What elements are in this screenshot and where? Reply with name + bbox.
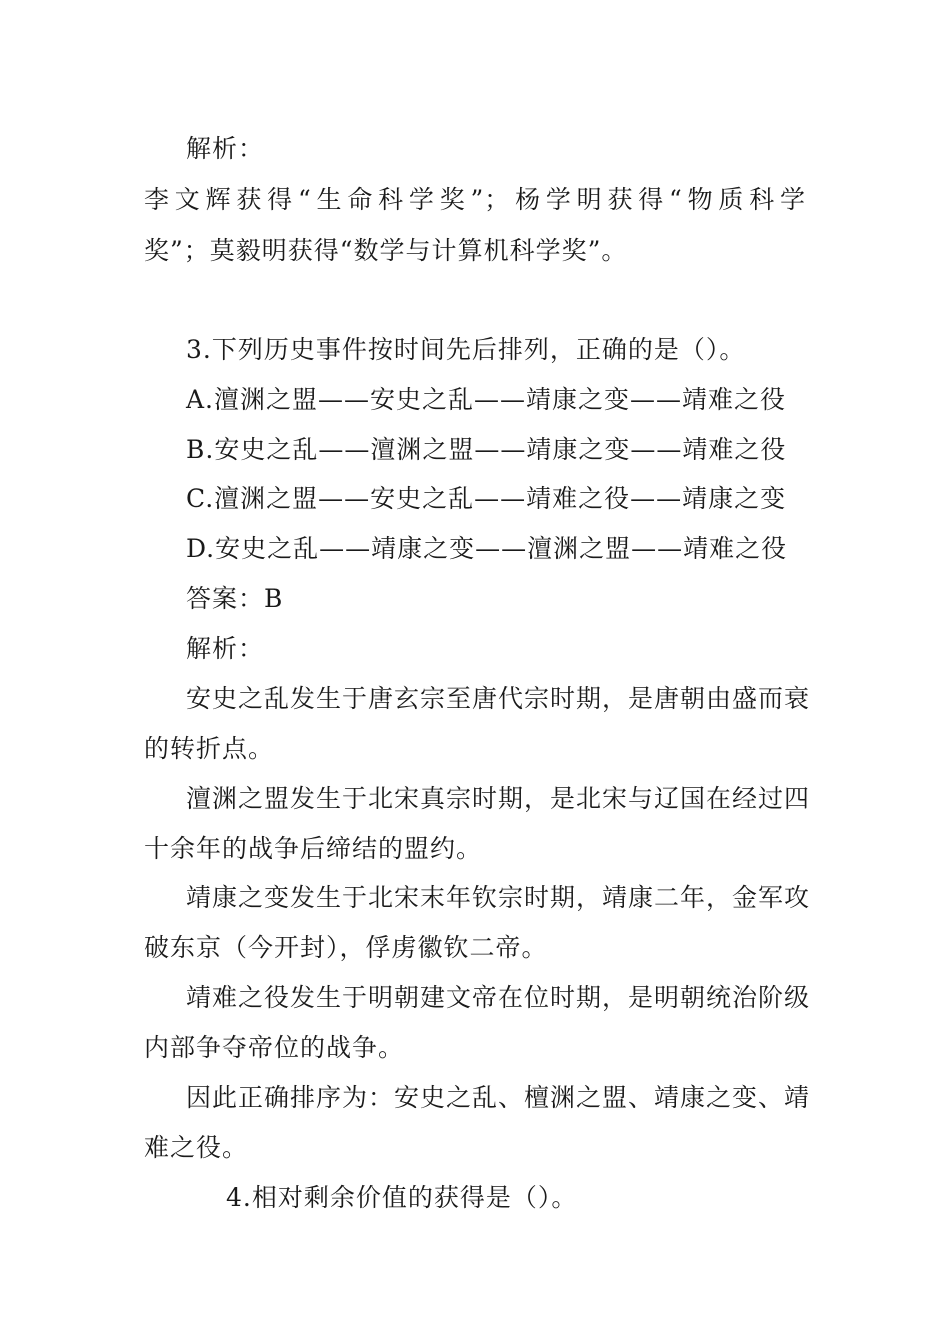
- q2-analysis-line-2: 奖”；莫毅明获得“数学与计算机科学奖”。: [144, 236, 628, 265]
- q3-paragraph-4-line-2: 内部争夺帝位的战争。: [144, 1033, 405, 1062]
- q3-question: 3.下列历史事件按时间先后排列，正确的是（）。: [186, 335, 746, 364]
- q3-answer: 答案：B: [186, 584, 284, 613]
- q3-paragraph-1-line-2: 的转折点。: [144, 734, 275, 763]
- q3-paragraph-5-line-2: 难之役。: [144, 1133, 249, 1162]
- q3-paragraph-1-line-1: 安史之乱发生于唐玄宗至唐代宗时期，是唐朝由盛而衰: [186, 684, 811, 713]
- q3-paragraph-5-line-1: 因此正确排序为：安史之乱、檀渊之盟、靖康之变、靖: [186, 1083, 811, 1112]
- q3-paragraph-4-line-1: 靖难之役发生于明朝建文帝在位时期，是明朝统治阶级: [186, 983, 811, 1012]
- q3-option-d: D.安史之乱——靖康之变——澶渊之盟——靖难之役: [186, 534, 788, 563]
- q4-question: 4.相对剩余价值的获得是（）。: [226, 1183, 578, 1212]
- q3-option-c: C.澶渊之盟——安史之乱——靖难之役——靖康之变: [186, 484, 787, 513]
- q3-option-a: A.澶渊之盟——安史之乱——靖康之变——靖难之役: [186, 385, 787, 414]
- q3-paragraph-2-line-1: 澶渊之盟发生于北宋真宗时期，是北宋与辽国在经过四: [186, 784, 811, 813]
- q2-analysis-label: 解析：: [186, 134, 265, 163]
- q3-paragraph-3-line-1: 靖康之变发生于北宋末年钦宗时期，靖康二年，金军攻: [186, 883, 811, 912]
- q3-paragraph-2-line-2: 十余年的战争后缔结的盟约。: [144, 834, 483, 863]
- q2-analysis-line-1: 李文辉获得“生命科学奖”；杨学明获得“物质科学: [144, 185, 806, 214]
- q3-option-b: B.安史之乱——澶渊之盟——靖康之变——靖难之役: [186, 435, 787, 464]
- q3-paragraph-3-line-2: 破东京（今开封），俘虏徽钦二帝。: [144, 933, 548, 962]
- q3-analysis-label: 解析：: [186, 634, 265, 663]
